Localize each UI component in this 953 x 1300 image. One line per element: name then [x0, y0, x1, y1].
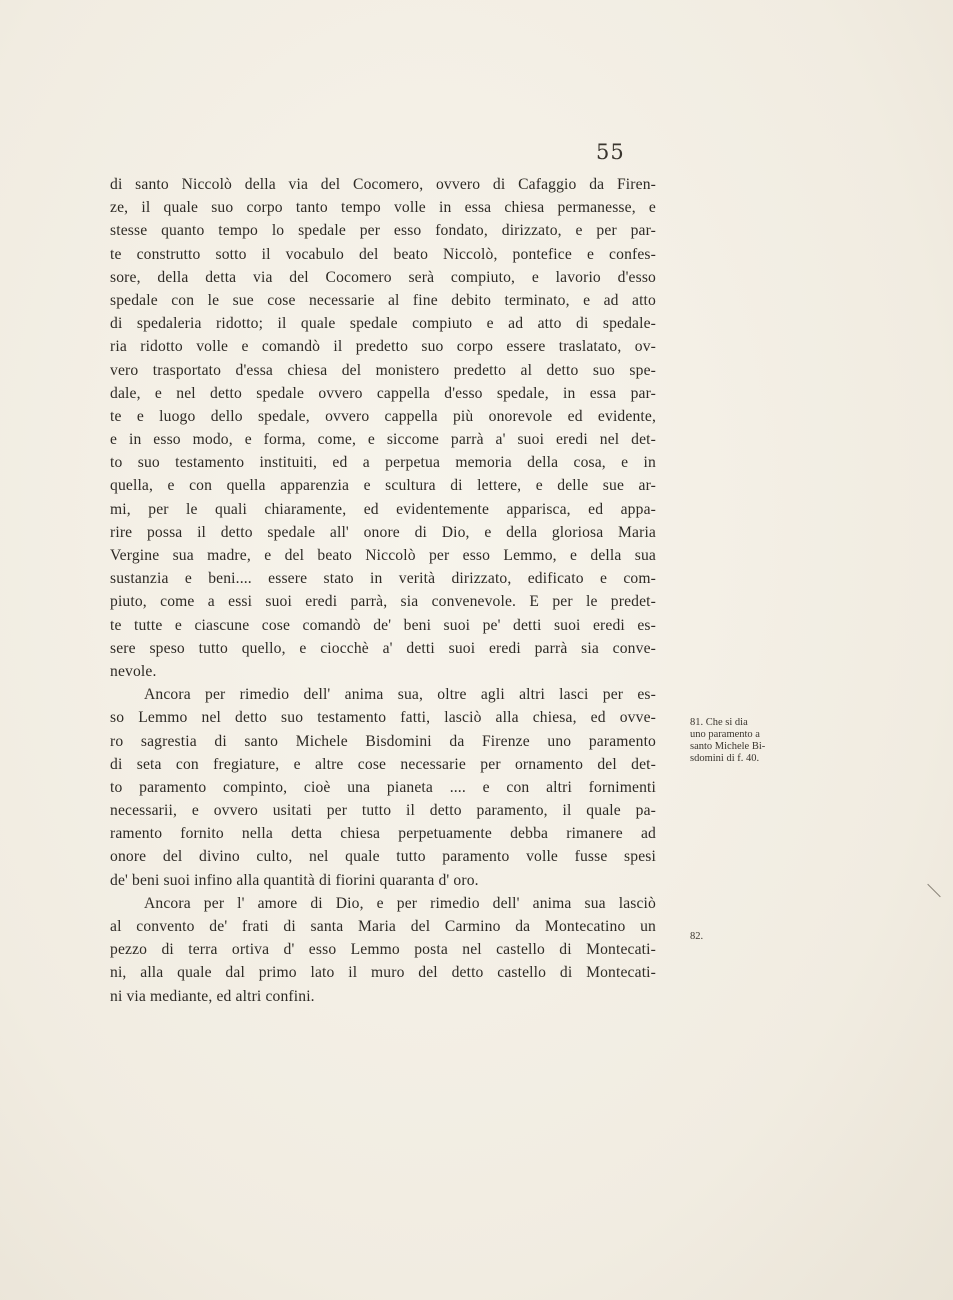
text-line: te e luogo dello spedale, ovvero cappella più onorevole ed evidente,	[110, 407, 656, 425]
text-line: di seta con fregiature, e altre cose necessarie per ornamento del det-	[110, 755, 656, 773]
text-line: te tutte e ciascune cose comandò de' beni suoi pe' detti suoi eredi es-	[110, 616, 656, 634]
text-line: nevole.	[110, 662, 157, 680]
text-line: e in esso modo, e forma, come, e siccome parrà a' suoi eredi nel det-	[110, 431, 656, 449]
margin-note-line: sdomini di f. 40.	[690, 753, 760, 764]
paper-scratch-mark	[927, 884, 940, 897]
text-line: ro sagrestia di santo Michele Bisdomini da Firenze uno paramento	[110, 732, 656, 750]
text-line: te construtto sotto il vocabulo del beato Niccolò, pontefice e confes-	[110, 245, 656, 263]
text-line: necessarii, e ovvero usitati per tutto il detto paramento, il quale pa-	[110, 802, 656, 820]
text-line: to suo testamento instituiti, ed a perpetua memoria della cosa, e in	[110, 454, 656, 472]
text-line: onore del divino culto, nel quale tutto paramento volle fusse spesi	[110, 848, 656, 866]
margin-note-82	[690, 931, 703, 943]
margin-note-line: santo Michele Bi-	[690, 741, 766, 752]
text-line: pezzo di terra ortiva d' esso Lemmo posta nel castello di Montecati-	[110, 941, 656, 959]
text-line: to paramento compinto, cioè una pianeta .... e con altri fornimenti	[110, 778, 656, 796]
text-line: piuto, come a essi suoi eredi parrà, sia convenevole. E per le predet-	[110, 593, 656, 611]
text-line: Vergine sua madre, e del beato Niccolò per esso Lemmo, e della sua	[110, 547, 656, 564]
text-line: vero trasportato d'essa chiesa del monistero predetto al detto suo spe-	[110, 361, 656, 379]
text-line: mi, per le quali chiaramente, ed evidentemente apparisca, ed appa-	[110, 500, 656, 518]
margin-note-line: 81. Che si dia	[690, 717, 748, 728]
text-line: ramento fornito nella detta chiesa perpetuamente debba rimanere ad	[110, 825, 656, 843]
margin-note-81	[690, 717, 765, 765]
text-line: di spedaleria ridotto; il quale spedale compiuto e ad atto di spedale-	[110, 315, 656, 333]
text-line: dale, e nel detto spedale ovvero cappella d'esso spedale, in essa par-	[110, 384, 656, 402]
body-text	[110, 173, 656, 1008]
text-line: di santo Niccolò della via del Cocomero, ovvero di Cafaggio da Firen-	[110, 176, 656, 193]
text-line: ni, alla quale dal primo lato il muro del detto castello di Montecati-	[110, 964, 656, 982]
text-line: sustanzia e beni.... essere stato in verità dirizzato, edificato e com-	[110, 570, 656, 588]
text-line: sere speso tutto quello, e ciocchè a' detti suoi eredi parrà sia conve-	[110, 639, 656, 657]
text-line: so Lemmo nel detto suo testamento fatti, lasciò alla chiesa, ed ovve-	[110, 709, 656, 727]
margin-note-line: uno paramento a	[690, 729, 760, 740]
text-line: de' beni suoi infino alla quantità di fiorini quaranta d' oro.	[110, 871, 479, 889]
text-line: al convento de' frati di santa Maria del Carmino da Montecatino un	[110, 918, 656, 935]
page-number: 55	[596, 140, 625, 164]
text-line: spedale con le sue cose necessarie al fine debito terminato, e ad atto	[110, 291, 656, 309]
text-line: rire possa il detto spedale all' onore di Dio, e della gloriosa Maria	[110, 523, 656, 541]
margin-note-line: 82.	[690, 931, 704, 942]
text-line: Ancora per rimedio dell' anima sua, oltre agli altri lasci per es-	[144, 686, 656, 704]
text-line: ni via mediante, ed altri confini.	[110, 987, 315, 1005]
text-line: quella, e con quella apparenzia e scultura di lettere, e delle sue ar-	[110, 477, 656, 495]
text-line: Ancora per l' amore di Dio, e per rimedio dell' anima sua lasciò	[144, 894, 656, 912]
text-line: ze, il quale suo corpo tanto tempo volle in essa chiesa permanesse, e	[110, 199, 656, 217]
text-line: sore, della detta via del Cocomero serà compiuto, e lavorio d'esso	[110, 268, 656, 286]
text-line: stesse quanto tempo lo spedale per esso fondato, dirizzato, e per par-	[110, 222, 656, 240]
text-line: ria ridotto volle e comandò il predetto suo corpo essere traslatato, ov-	[110, 338, 656, 356]
